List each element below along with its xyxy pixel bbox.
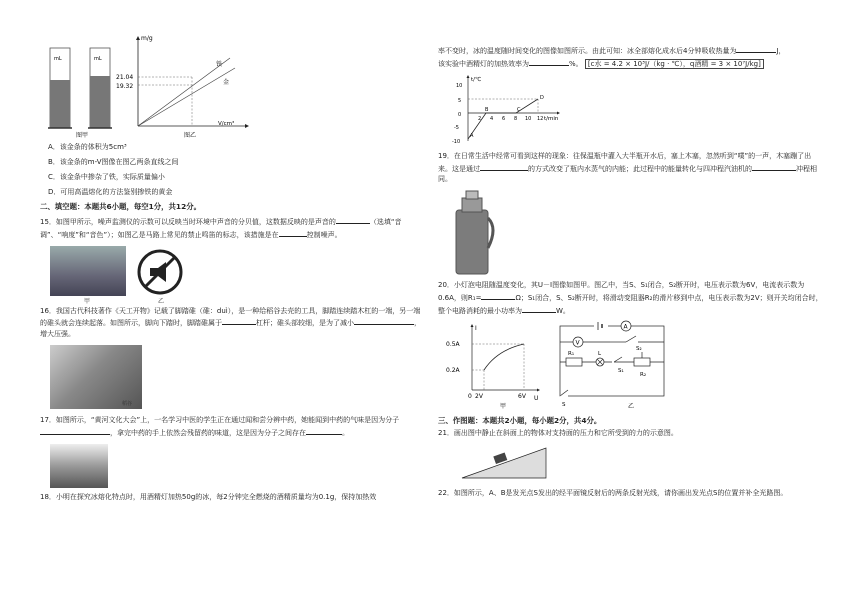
student-photo [50,444,108,488]
q17-text-a: 17．如图所示，“黄河文化大会”上，一名学习中医的学生正在通过闻和尝分辨中药，她能闻到中药的气味是因为分子 [40,416,400,425]
option-a: A．该金条的体积为5cm³ [48,143,127,151]
q16-text-c: ，增大压强。 [40,319,421,339]
tick-19-32: 19.32 [116,83,134,90]
q19-text-b: 的方式改变了瓶内水蒸气的内能；此过程中的能量转化与四冲程汽油机的 [528,164,752,173]
temp-y-label: t/℃ [471,76,482,83]
ui-caption: 甲 [500,402,507,410]
x-tick-2: 2 [478,115,482,122]
circuit-diagram [554,320,674,410]
x-tick-10: 10 [525,115,532,122]
mv-graph [116,35,249,128]
q20-figures [438,320,823,412]
q16-text-a: 16．我国古代科技著作《天工开物》记载了脚踏碓（碓：duì），是一种给稻谷去壳的工具，脚踏连续踏木杠的一端，另一端的碓头就会连续起落。如图所示，脚向下踏时，脚踏碓属于 [40,306,421,328]
q19-text-a: 19．在日常生活中经常可看到这样的现象：往保温瓶中灌入大半瓶开水后，塞上木塞，忽然听到“噗”的一声，木塞蹦了出来。这是通过 [438,151,812,173]
q15-text-a: 15．如图甲所示，噪声监测仪的示数可以反映当时环境中声音的分贝值，这数据反映的是声音的 [40,217,336,226]
point-b: B [485,106,489,113]
switch-s2-label: S₂ [636,345,642,352]
thermos-bottle-illustration [442,188,502,276]
question-21: 21．画出图中静止在斜面上的物体对支持面的压力和它所受到的力的示意图。 [438,429,678,438]
line-label-iron: 铁 [216,61,223,68]
y-tick-10: 10 [456,82,463,89]
q15-text-b: （选填“音调”、“响度”和“音色”）；如图乙是马路上常见的禁止鸣笛的标志，该措施是在 [40,217,402,239]
option-b: B．该金条的m-V图像在图乙两条直线之间 [48,157,179,166]
y-tick-neg10: -10 [452,138,461,145]
left-column [40,30,425,506]
q20-text-c: W。 [556,306,570,315]
tiangong-kaiwu-illustration [50,345,142,409]
caption-fig-b: 图乙 [184,132,197,138]
question-17 [40,415,425,439]
question-16 [40,306,425,341]
ui-curve [484,344,524,370]
q20-blank-2[interactable] [522,304,556,313]
q18-blank-2[interactable] [529,57,569,66]
q15-blank-1[interactable] [336,215,370,224]
question-22: 22．如图所示，A、B是发光点S发出的经平面镜反射后的两条反射光线，请你画出发光点S的位置并补全光路图。 [438,489,788,498]
q15-text-c: 控制噪声。 [306,230,342,239]
q18-text-d: 该实验中酒精灯的加热效率为 [438,59,529,68]
point-d: D [540,94,544,101]
q15-caption-b: 乙 [158,297,165,305]
voltmeter-label: V [575,339,580,347]
q18-blank-1[interactable] [736,44,776,53]
question-18-cont [438,44,823,70]
question-20 [438,280,823,317]
ui-x-label: U [534,394,539,402]
noise-monitor-photo [50,246,126,296]
q20-text-a: 20．小灯泡电阻随温度变化，其U－I图像如图甲。图乙中，当S、S₁闭合，S₂断开时，电压表示数为6V，电流表示数为0.6A，则R₁= [438,281,805,303]
q16-caption: 稻谷 [122,401,133,408]
switch-s-label: S [562,401,566,408]
right-column [438,44,823,502]
point-a: A [470,132,474,139]
temperature-graph [446,73,566,145]
ui-origin: 0 [468,392,472,400]
y-axis-label: m/g [141,35,153,42]
q16-text-b: 杠杆；碓头部较细，是为了减小 [256,319,354,328]
y-tick-0: 0 [458,111,462,118]
point-c: C [517,106,521,113]
switch-s1-label: S₁ [618,367,624,374]
q19-blank-2[interactable] [752,162,796,171]
caption-fig-a: 图甲 [76,132,89,138]
question-15 [40,215,425,241]
incline-figure [458,442,558,482]
x-axis-label: V/cm³ [218,121,235,127]
q20-text-b: Ω；S₁闭合，S、S₂断开时，将滑动变阻器R₂的滑片移到中点，电压表示数为2V；则开关均闭合时，整个电路消耗的最小功率为 [438,294,823,315]
q18-text-c: J， [776,47,786,55]
section-2-heading: 二、填空题：本题共6小题，每空1分，共12分。 [40,202,201,212]
r1-label: R₁ [568,350,575,357]
q15-caption-a: 甲 [84,297,91,305]
q17-text-c: 。 [342,428,349,437]
temp-x-label: t/min [544,115,559,122]
q19-blank-1[interactable] [480,162,528,171]
ml-label-2: mL [94,56,102,62]
q19-text-c: 冲程相同。 [438,164,817,184]
line-label-gold: 金 [223,79,230,86]
density-figure [40,30,425,138]
x-tick-8: 8 [514,115,518,122]
q16-blank-1[interactable] [222,316,256,325]
q17-blank-2[interactable] [306,426,342,435]
ammeter-label: A [623,323,628,331]
tick-21-04: 21.04 [116,74,134,81]
graduated-cylinder-1 [48,48,72,128]
q16-figure [40,343,425,415]
q15-figure [40,244,425,306]
q17-figure [40,442,425,492]
ui-x-tick-2v: 2V [475,392,483,400]
x-tick-4: 4 [490,115,494,122]
circuit-caption: 乙 [628,402,635,410]
graduated-cylinder-2 [88,48,112,128]
q16-blank-2[interactable] [354,316,414,325]
y-tick-5: 5 [458,97,462,104]
q18-text-b: 率不变时，冰的温度随时间变化的图像如图所示。由此可知：冰全部熔化成水后4分钟吸收热量为 [438,47,737,55]
r2-label: R₂ [640,371,647,378]
x-tick-6: 6 [502,115,506,122]
q17-text-b: ，拿完中药的手上依然会残留药的味道，这是因为分子之间存在 [110,428,306,437]
no-horn-sign [136,248,184,296]
lamp-label: L [598,350,602,357]
ui-y-label: I [475,324,477,332]
section-3-heading: 三、作图题：本题共2小题，每小题2分，共4分。 [438,415,602,425]
option-c: C．该金条中掺杂了铁，实际质量偏小 [48,172,165,181]
q20-blank-1[interactable] [481,291,515,300]
ml-label-1: mL [54,56,62,62]
rheostat-r2 [634,358,650,366]
y-tick-neg5: -5 [454,124,459,131]
cylinders-and-graph [40,30,425,138]
ui-x-tick-6v: 6V [518,392,526,400]
q18-text-e: %。 [569,59,583,68]
x-tick-12: 12 [537,115,544,122]
ui-y-tick-05: 0.5A [446,340,460,348]
resistor-r1 [566,358,582,366]
q18-formula: [c水 = 4.2 × 10³J/（kg · ℃），q酒精 = 3 × 10⁷J/kg] [585,59,764,69]
q15-blank-2[interactable] [279,228,307,237]
question-19 [438,151,823,186]
ui-graph [442,320,542,410]
option-d: D．可用高温熔化的方法鉴别掺铁的黄金 [48,187,173,196]
q17-blank-1[interactable] [40,426,110,435]
question-18-start: 18．小明在探究冰熔化特点时，用酒精灯加热50g的冰，每2分钟完全燃烧的酒精质量均为0.1g，保持加热效 [40,492,377,501]
ui-y-tick-02: 0.2A [446,366,460,374]
